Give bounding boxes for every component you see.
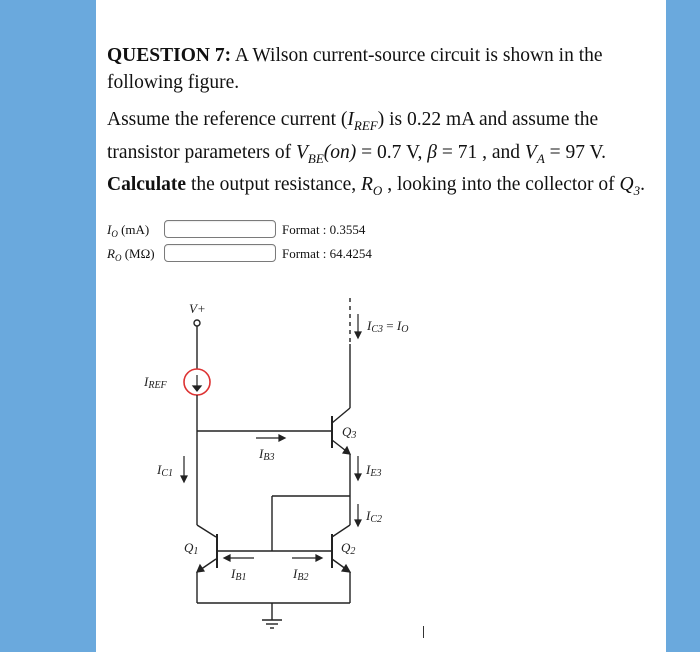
- io-label-unit: (mA): [117, 222, 150, 237]
- ie3-arrow-head: [355, 474, 361, 480]
- answer-row-io: [107, 220, 657, 240]
- ic2-arrow-head: [355, 520, 361, 526]
- ro-symbol: R: [361, 174, 373, 195]
- ic3-arrow-head: [355, 332, 361, 338]
- ro-label-symbol: R: [107, 246, 115, 261]
- q3-emitter-arrow: [343, 447, 350, 454]
- va-symbol: V: [524, 142, 537, 163]
- va-subscript: A: [536, 151, 545, 166]
- ib1-label: IB1: [231, 566, 247, 583]
- ic1-arrow-head: [181, 476, 187, 482]
- ic3-label: IC3 = IO: [367, 318, 409, 335]
- q1-emitter-arrow: [197, 565, 204, 572]
- q3-collector-lead: [332, 408, 350, 423]
- ib3-label: IB3: [259, 446, 275, 463]
- question-assumptions: [107, 106, 657, 172]
- vplus-label: V+: [189, 301, 206, 316]
- ie3-label: IE3: [366, 462, 382, 479]
- iref-label: IREF: [144, 374, 167, 391]
- assume-text-2: ) is 0.22 mA and assume the transistor parameters of: [107, 109, 599, 163]
- ib2-arrow-head: [316, 555, 322, 561]
- ib3-arrow-head: [279, 435, 285, 441]
- ro-answer-input[interactable]: [164, 244, 276, 262]
- ro-label-unit: (MΩ): [121, 246, 155, 261]
- question-sheet: [96, 0, 666, 652]
- io-format-hint: Format : 0.3554: [282, 222, 366, 237]
- beta-value: = 71 , and: [436, 142, 525, 163]
- vbe-value: = 0.7 V,: [356, 142, 428, 163]
- answer-row-ro: [107, 244, 657, 264]
- iref-symbol: I: [347, 109, 354, 130]
- ro-label: [107, 246, 167, 263]
- va-value: = 97 V.: [544, 142, 606, 163]
- ic2-label: IC2: [366, 508, 383, 525]
- io-label: [107, 222, 167, 239]
- q1-label: Q1: [184, 540, 199, 557]
- q3-symbol: Q: [619, 174, 634, 195]
- vbe-symbol: V: [295, 142, 308, 163]
- iref-arrow-head: [193, 386, 201, 391]
- question-intro: A Wilson current-source circuit is shown in the following figure.: [107, 45, 603, 93]
- beta-symbol: β: [427, 142, 437, 163]
- io-label-symbol: I: [107, 222, 112, 237]
- calc-text-1: the output resistance,: [186, 174, 361, 195]
- ro-format-hint: Format : 64.4254: [282, 246, 372, 261]
- text-cursor: [423, 626, 424, 638]
- ib1-arrow-head: [224, 555, 230, 561]
- vplus-terminal: [194, 320, 200, 326]
- question-number: QUESTION 7:: [107, 45, 232, 66]
- assume-text-1: Assume the reference current (: [107, 109, 348, 130]
- q1-collector-lead: [197, 525, 216, 537]
- ro-subscript: O: [372, 183, 383, 198]
- vbe-on: (on): [323, 142, 357, 163]
- vbe-subscript: BE: [307, 151, 324, 166]
- io-label-sub: O: [111, 229, 118, 239]
- io-answer-input[interactable]: [164, 220, 276, 238]
- question-task: [107, 171, 657, 204]
- ib2-label: IB2: [293, 566, 309, 583]
- calculate-keyword: Calculate: [107, 174, 187, 195]
- q2-label: Q2: [341, 540, 356, 557]
- iref-subscript: REF: [353, 118, 378, 133]
- ro-label-sub: O: [114, 253, 122, 263]
- q2-collector-lead: [332, 525, 350, 537]
- q3-subscript: 3: [633, 183, 641, 198]
- q2-emitter-arrow: [342, 565, 350, 572]
- question-title: [107, 42, 657, 96]
- calc-period: .: [640, 174, 645, 195]
- calc-text-2: , looking into the collector of: [382, 174, 620, 195]
- ic1-label: IC1: [157, 462, 174, 479]
- wilson-current-source-diagram: [96, 290, 666, 650]
- q3-label: Q3: [342, 424, 357, 441]
